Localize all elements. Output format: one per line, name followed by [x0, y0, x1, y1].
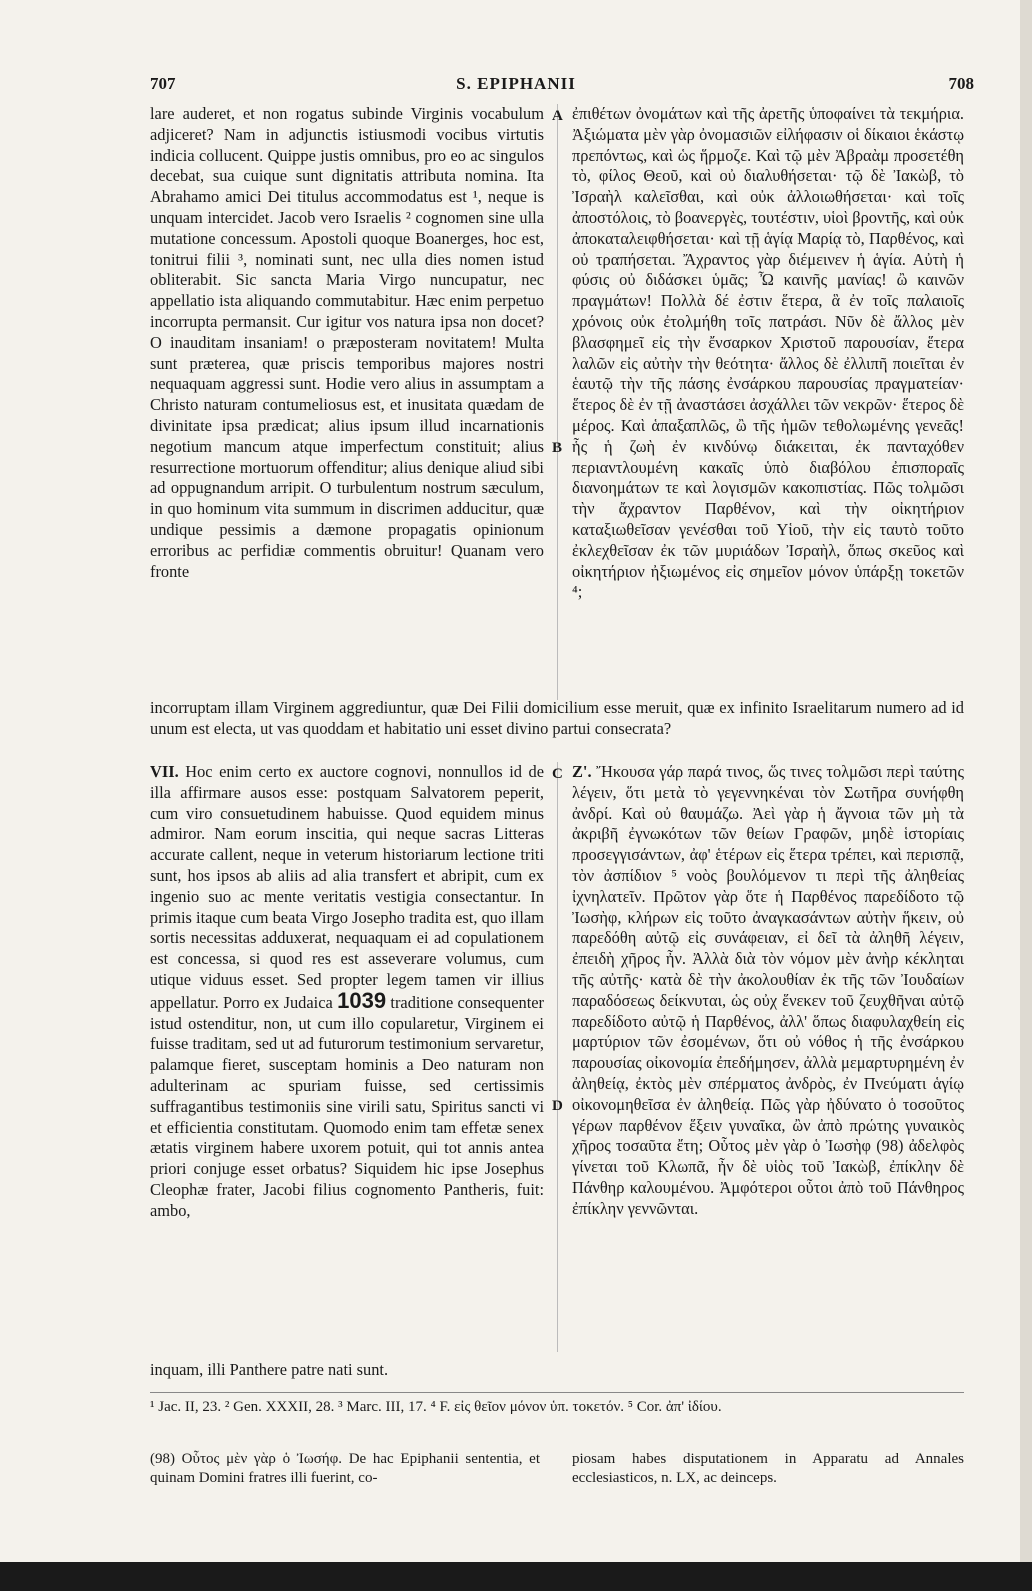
footnote-rule [150, 1392, 964, 1393]
note-98-right: piosam habes disputationem in Apparatu ad Annales ecclesiasticos, n. LX, ac deinceps. [572, 1451, 964, 1486]
running-title: S. EPIPHANII [456, 74, 576, 93]
scan-edge-right [1020, 0, 1032, 1591]
margin-letter-a: A [552, 108, 563, 124]
section-number-latin: VII. [150, 762, 179, 781]
greek-column-top [572, 104, 964, 603]
greek-section [572, 762, 964, 1220]
page-header [0, 74, 1032, 100]
latin-column-top [150, 104, 544, 582]
latin-section-text-a: Hoc enim certo ex auctore cognovi, nonnullos id de illa affirmare ausos esse: postquam Salvatorem peperit, cum viro consuetudinem habuisse. Quod equidem minus admiror. Nam eorum inscitia, qui neque sacras Litteras accurate callent, neque in veterum historiarum lectione triti sunt, hos ipsos ab aliis ad alia transfert et abripit, cum ex ingenio suo ac mente veritatis vestigia consectantur. In primis itaque cum beata Virgo Josepho tradita est, quo illam sortis necessitas adduxerat, nequaquam ei ad copulationem est concessa, si quod res est asseverare volumus, cum utique viduus esset. Sed propter legem tamen vir illius appellatur. Porro ex Judaica [150, 762, 544, 1012]
latin-column-bottom [150, 762, 544, 1222]
column-divider-top [557, 104, 558, 700]
latin-section-text-b: traditione consequenter istud ostenditur, non, ut cum illo copularetur, Virginem ei fuisse traditam, sed ut ad futurorum testimonium servaretur, palamque fieret, susceptam hominis a Deo naturam non adulterinam ac spuriam fuisse, sed certissimis suffragantibus testimoniis sine virili satu, Spiritus sancti vi et efficientia constitutam. Quomodo enim tam effetæ senex ætatis virginem habere uxorem potuit, qui tot annis antea priori conjuge esset orbatus? Siquidem hic ipse Josephus Cleophæ frater, Jacobi filius cognomento Pantheris, fuit: ambo, [150, 992, 545, 1220]
latin-paragraph: lare auderet, et non rogatus subinde Virginis vocabulum adjiceret? Nam in adjunctis istiusmodi vocibus virtutis indicia collucent. Quippe justis omnibus, pro eo ac singulos decebat, sua cuique sunt dignitatis attributa nomina. Ita Abrahamo amici Dei titulus accommodatus est ¹, neque is unquam intercidet. Jacob vero Israelis ² cognomen sine ulla mutatione concessum. Apostoli quoque Boanerges, hoc est, tonitrui filii ³, nominati sunt, nec ulla dies nomen istud obliterabit. Sic sancta Maria Virgo nuncupatur, nec appellatio ista aliquando commutabitur. Hæc enim perpetuo incorrupta permansit. Cur igitur vos natura ipsa non docet? O inauditam insaniam! o præposteram novitatem! Multa sunt præterea, quæ priscis temporibus majores nostri nequaquam aggressi sunt. Hodie vero alius in assumptam a Christo naturam contumeliosus est, et inusitata quædam de divinitate ipsa prædicat; alius ipsum illud incarnationis negotium mancum atque imperfectum constituit; alius resurrectione mortuorum offenditur; alius denique aliud sibi ad oppugnandum arripit. O turbulentum nostrum sæculum, in quo hominum vita summum in discrimen adducitur, quæ undique pessimis a dæmone propagatis opinionum erroribus ac perfidiæ commentis obruitur! Quanam vero fronte [150, 104, 544, 581]
margin-letter-c: C [552, 766, 563, 782]
greek-column-bottom [572, 762, 964, 1220]
page-number-left: 707 [150, 74, 176, 93]
latin-full-width-continuation: incorruptam illam Virginem aggrediuntur, quæ Dei Filii domicilium esse meruit, quæ ex infinito Israelitarum numero ad id unum est electa, ut vas quoddam et habitatio uni esset divino partui consecrata? [150, 698, 964, 738]
footnotes: ¹ Jac. II, 23. ² Gen. XXXII, 28. ³ Marc. III, 17. ⁴ F. εἰς θεῖον μόνον ὑπ. τοκετόν. ⁵ Cor. ἀπ' ἰδίου. [150, 1399, 722, 1415]
margin-letter-d: D [552, 1098, 563, 1114]
greek-paragraph: ἐπιθέτων ὀνομάτων καὶ τῆς ἀρετῆς ὑποφαίνει τὰ τεκμήρια. Ἀξιώματα μὲν γὰρ ὀνομασιῶν εἰλήφασιν οἱ δίκαιοι ἑκάστῳ πρεπόντως, καὶ ὡς ἥρμοζε. Καὶ τῷ μὲν Ἀβραὰμ προσετέθη τὸ, φίλος Θεοῦ, καὶ οὐ διαλυθήσεται· τῷ δὲ Ἰακὼβ, τὸ Ἰσραὴλ καλεῖσθαι, καὶ οὐκ ἀλλοιωθήσεται· καὶ τοῖς ἀποστόλοις, τὸ βοανεργὲς, τουτέστιν, υἱοὶ βροντῆς, καὶ οὐκ ἀποκαταλειφθήσεται· καὶ τῇ ἁγίᾳ Μαρίᾳ τὸ, Παρθένος, καὶ οὐ τραπήσεται. Ἄχραντος γὰρ διέμεινεν ἡ ἁγία. Αὐτὴ ἡ φύσις οὐ διδάσκει ὑμᾶς; Ὦ καινῆς μανίας! ὢ καινῶν πραγμάτων! Πολλὰ δέ ἐστιν ἕτερα, ἃ ἐν τοῖς παλαιοῖς χρόνοις οὐκ ἐτολμήθη τοῖς πατράσι. Νῦν δὲ ἄλλος μὲν βλασφημεῖ εἰς τὴν ἔνσαρκον Χριστοῦ παρουσίαν, ἕτερα λαλῶν εἰς αὐτὴν τὴν θεότητα· ἄλλος δὲ ἐλλιπῆ ποιεῖται ἐν ἑαυτῷ τὴν τῆς πάσης ἐνσάρκου παρουσίας πραγματείαν· ἕτερος δὲ ἐν τῇ ἀναστάσει ἀσχάλλει τῶν νεκρῶν· ἕτερος δὲ μέρος. Καὶ ἁπαξαπλῶς, ὢ τῆς ἡμῶν τεθολωμένης γενεᾶς! ἧς ἡ ζωὴ ἐν κινδύνῳ διάκειται, ἐκ πανταχόθεν περιαντλουμένη κακαῖς ὑπὸ διαβόλου ἐπισποραῖς διανοημάτων τε καὶ λογισμῶν κακοπιστίας. Πῶς τολμῶσι τὴν ἄχραντον Παρθένον, καὶ τὴν οἰκητήριον καταξιωθεῖσαν γενέσθαι τοῦ Υἱοῦ, τὴν εἰς ταυτὸ τοῦτο ἐκλεχθεῖσαν ἐκ τῶν μυριάδων Ἰσραὴλ, ὅπως σκεῦος καὶ οἰκητήριον ἠξιωμένος εἰς σημεῖον μόνον ὑπάρξῃ τοκετῶν ⁴; [572, 104, 964, 602]
greek-section-text: Ἤκουσα γάρ παρά τινος, ὥς τινες τολμῶσι περὶ ταύτης λέγειν, ὅτι μετὰ τὸ γεγεννηκέναι τὸν Σωτῆρα συνήφθη ἀνδρί. Καὶ οὐ θαυμάζω. Ἀεὶ γὰρ ἡ ἄγνοια τῶν μὴ τὰ ἀκριβῆ ἐγνωκότων τῶν θείων Γραφῶν, μηδὲ ἱστορίαις προσεγγισάντων, ἀφ' ἑτέρων εἰς ἕτερα τρέπει, καὶ περισπᾷ, τὸν ἀσπίδιον ⁵ νοὸς βουλόμενον τι περὶ τῆς ἀληθείας ἰχνηλατεῖν. Πρῶτον γὰρ ὅτε ἡ Παρθένος παρεδίδοτο τῷ Ἰωσὴφ, κλήρων εἰς τοῦτο ἀναγκασάντων αὐτὴν ἥκειν, οὐ παρεδόθη αὐτῷ εἰς συνάφειαν, εἰ δεῖ τὰ ἀληθῆ λέγειν, ἐπειδὴ χῆρος ἦν. Ἀλλὰ διὰ τὸν νόμον μὲν ἀνὴρ κέκληται τῆς αὐτῆς· κατὰ δὲ τὴν ἀκολουθίαν ἐκ τῆς τῶν Ἰουδαίων παραδόσεως δείκνυται, ὡς οὐχ ἕνεκεν τοῦ ζευχθῆναι αὐτῷ παρεδίδοτο αὐτῷ ἡ Παρθένος, ἀλλ' ὅπως διαφυλαχθείη εἰς μαρτύριον τῶν ἐσομένων, ὅτι οὐ νόθος ἡ τῆς ἐνσάρκου παρουσίας οἰκονομία ἐπεδήμησεν, ἀλλὰ μεμαρτυρημένη ἐν ἀληθείᾳ, ἐκτὸς μὲν σπέρματος ἀνδρὸς, ἐν Πνεύματι ἁγίῳ οἰκονομηθεῖσα ἐν ἀληθείᾳ. Πῶς γὰρ ἠδύνατο ὁ τοσοῦτος γέρων παρθένον ἕξειν γυναῖκα, ὢν ἀπὸ πρώτης γυναικὸς χῆρος τοσαῦτα ἔτη; Οὗτος μὲν γὰρ ὁ Ἰωσὴφ (98) ἀδελφὸς γίνεται τοῦ Κλωπᾶ, ἦν δὲ υἱὸς τοῦ Ἰακὼβ, ἐπίκλην δὲ Πάνθηρ καλουμένου. Ἀμφότεροι οὗτοι ἀπὸ τοῦ Πάνθηρος ἐπίκλην γεννῶνται. [572, 762, 964, 1218]
latin-full-width-end: inquam, illi Panthere patre nati sunt. [150, 1360, 389, 1379]
section-number-greek: Ζ'. [572, 762, 592, 781]
latin-section [150, 762, 544, 1222]
scan-edge-bottom [0, 1562, 1032, 1591]
column-number-marker: 1039 [337, 987, 387, 1013]
column-divider-bottom [557, 762, 558, 1352]
margin-letter-b: B [552, 440, 563, 456]
note-98-left: (98) Οὗτος μὲν γὰρ ὁ Ἰωσήφ. De hac Epiphanii sententia, et quinam Domini fratres illi fuerint, co- [150, 1451, 540, 1486]
page-number-right: 708 [948, 74, 974, 93]
